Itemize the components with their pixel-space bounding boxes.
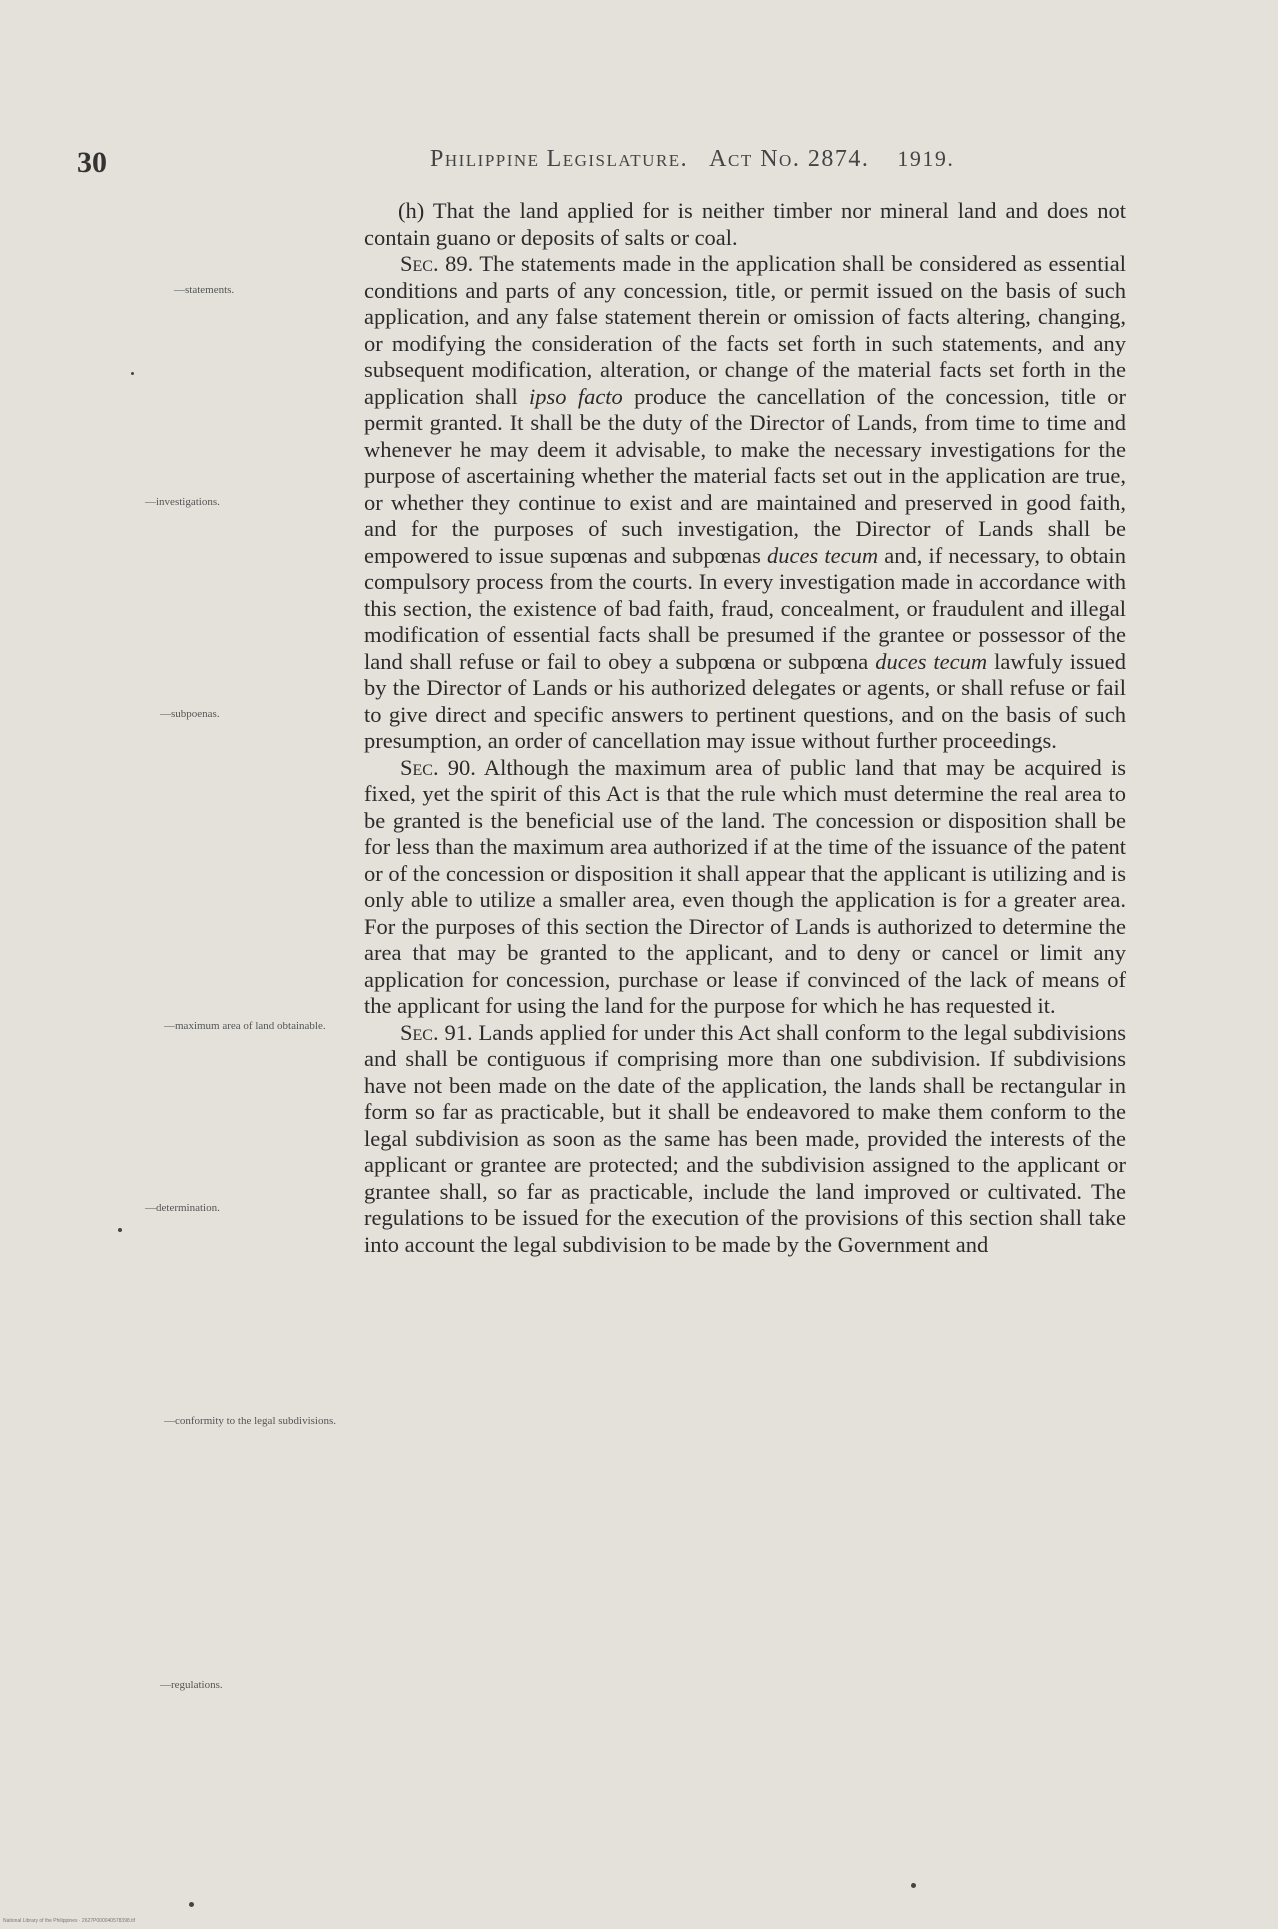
scan-footer: National Library of the Philippines · 2627P000040578398.tif bbox=[3, 1918, 136, 1924]
section-90 bbox=[364, 755, 1126, 1020]
margin-note-regulations: —regulations. bbox=[160, 1679, 223, 1691]
section-90-label: Sec. 90. bbox=[400, 754, 476, 780]
body-text bbox=[364, 198, 1126, 1258]
section-91-label: Sec. 91. bbox=[400, 1019, 473, 1045]
section-89-text-c: and, if necessary, to obtain compulsory process from the courts. In every investigation made in accordance with this section, the existence of bad faith, fraud, concealment, or fraudulent and illegal modification of essential facts shall be presumed if the grantee or possessor of the land shall refuse or fail to obey a subpœna or subpœna bbox=[364, 542, 1127, 674]
margin-note-determination: —determination. bbox=[145, 1202, 220, 1214]
running-head-act: Act No. 2874. bbox=[709, 146, 870, 172]
section-89-label: Sec. 89. bbox=[400, 251, 474, 276]
running-head-year: 1919. bbox=[897, 146, 955, 171]
margin-note-conformity: —conformity to the legal subdivisions. bbox=[164, 1415, 337, 1427]
scan-speck bbox=[131, 372, 134, 375]
paragraph-h-text: That the land applied for is neither timber nor mineral land and does not contain guano or deposits of salts or coal. bbox=[364, 198, 1126, 250]
running-head-philippine: Philippine bbox=[430, 146, 540, 172]
section-89-text-b: produce the cancellation of the concession, title or permit granted. It shall be the duty of the Director of Lands, from time to time and whenever he may deem it advisable, to make the necessary investigations for the purpose of ascertaining whether the material facts set out in the application are true, or whether they continue to exist and are maintained and preserved in good faith, and for the purposes of such investigation, the Director of Lands shall be empowered to issue supœnas and subpœnas bbox=[364, 383, 1126, 568]
running-head-legislature: Legislature. bbox=[546, 146, 689, 172]
section-91 bbox=[364, 1020, 1126, 1259]
scan-speck bbox=[118, 1228, 122, 1232]
margin-note-statements: —statements. bbox=[174, 284, 235, 296]
section-89-duces-tecum-2: duces tecum bbox=[875, 648, 988, 674]
margin-note-investigations: —investigations. bbox=[145, 496, 220, 508]
paragraph-h bbox=[364, 198, 1126, 251]
margin-note-maximum-area: —maximum area of land obtainable. bbox=[164, 1020, 326, 1032]
section-91-text: Lands applied for under this Act shall conform to the legal subdivisions and shall be contiguous if comprising more than one subdivision. If subdivisions have not been made on the date of the application, the lands shall be rectangular in form so far as practicable, but it shall be endeavored to make them conform to the legal subdivision as soon as the same has been made, provided the interests of the applicant or grantee are protected; and the subdivision assigned to the applicant or grantee shall, so far as practicable, include the land improved or cultivated. The regulations to be issued for the execution of the provisions of this section shall take into account the legal subdivision to be made by the Government and bbox=[364, 1019, 1126, 1257]
scan-speck bbox=[911, 1883, 916, 1888]
margin-note-subpoenas: —subpoenas. bbox=[160, 708, 220, 720]
section-89-ipso-facto: ipso facto bbox=[529, 383, 623, 409]
section-89-duces-tecum-1: duces tecum bbox=[767, 542, 879, 568]
running-head bbox=[430, 146, 954, 173]
scan-speck bbox=[189, 1902, 194, 1907]
page-number: 30 bbox=[77, 146, 107, 179]
section-89-text-d: lawfuly issued by the Director of Lands or his authorized delegates or agents, or shall refuse or fail to give direct and specific answers to pertinent questions, and on the basis of such presumption, an order of cancellation may issue without further proceedings. bbox=[364, 648, 1127, 753]
paragraph-h-marker: (h) bbox=[398, 198, 425, 223]
section-89 bbox=[364, 251, 1126, 755]
section-90-text: Although the maximum area of public land that may be acquired is fixed, yet the spirit of this Act is that the rule which must determine the real area to be granted is the beneficial use of the land. The concession or disposition shall be for less than the maximum area authorized if at the time of the issuance of the patent or of the concession or disposition it shall appear that the applicant is utilizing and is only able to utilize a smaller area, even though the application is for a greater area. For the purposes of this section the Director of Lands is authorized to determine the area that may be granted to the applicant, and to deny or cancel or limit any application for concession, purchase or lease if convinced of the lack of means of the applicant for using the land for the purpose for which he has requested it. bbox=[364, 754, 1126, 1018]
section-89-text-a: The statements made in the application shall be considered as essential conditions and parts of any concession, title, or permit issued on the basis of such application, and any false statement therein or omission of facts altering, changing, or modifying the consideration of the facts set forth in such statements, and any subsequent modification, alteration, or change of the material facts set forth in the application shall bbox=[364, 251, 1126, 409]
